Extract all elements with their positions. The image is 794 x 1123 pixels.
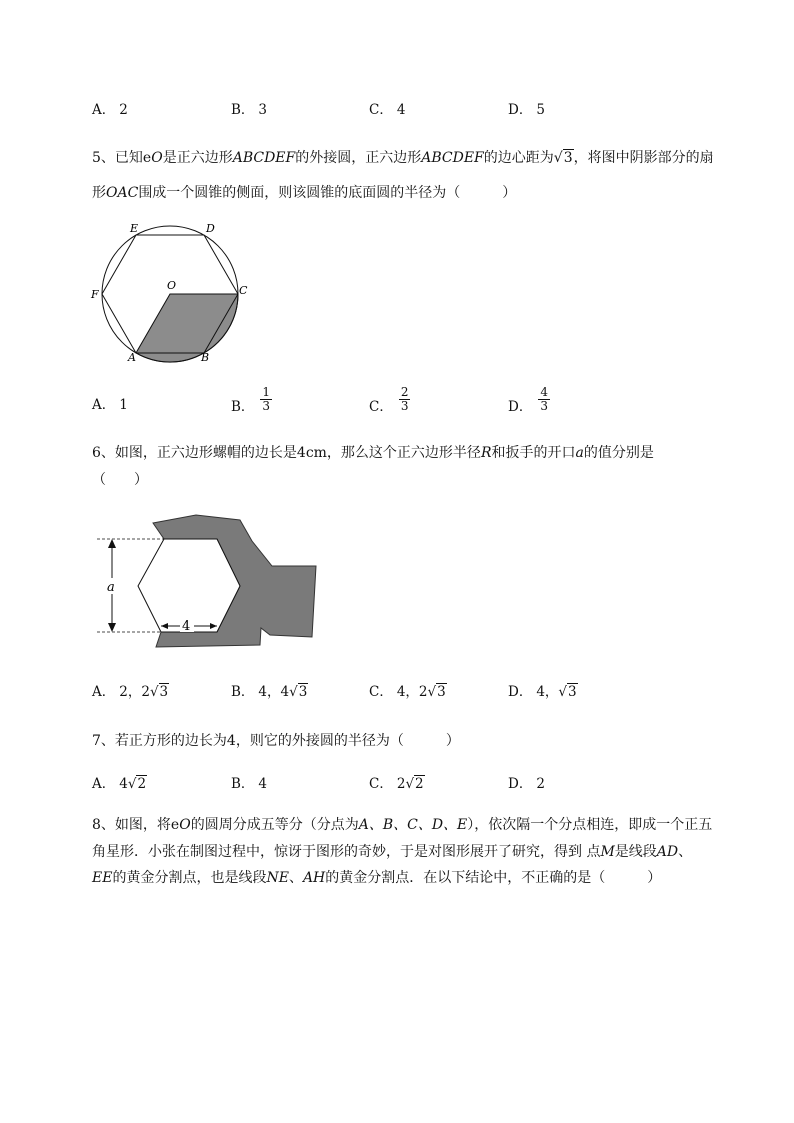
q5-stem-line1: 5、已知eO是正六边形ABCDEF的外接圆，正六边形ABCDEF的边心距为√3，将图中阴影部分的扇 [92, 150, 714, 166]
arrow-head-down [108, 623, 116, 632]
q5-option-a[interactable]: A． 1 [92, 397, 128, 413]
q4-option-d[interactable]: D． 5 [508, 102, 545, 118]
q4-option-c[interactable]: C． 4 [369, 102, 406, 118]
label-O: O [167, 279, 177, 292]
q4-option-b[interactable]: B． 3 [231, 102, 268, 118]
q6-wrench-figure [92, 510, 324, 656]
q5-option-d[interactable]: D． $\frac{4}{3}$ [508, 385, 548, 415]
q6-stem-line1: 6、如图，正六边形螺帽的边长是4cm，那么这个正六边形半径R和扳手的开口a的值分别是 [92, 445, 654, 461]
q7-option-a[interactable]: A． 4√2 [92, 776, 147, 792]
q7-option-b[interactable]: B． 4 [231, 776, 268, 792]
q6-stem-line2: （ ） [92, 472, 148, 488]
q5-options [92, 386, 652, 426]
label-F: F [91, 288, 99, 301]
label-B: B [201, 351, 210, 364]
label-E: E [130, 222, 139, 235]
q6-option-c[interactable]: C． 4，2√3 [369, 684, 446, 700]
label-A: A [128, 351, 136, 364]
q8-stem-line2: 角星形．小张在制图过程中，惊讶于图形的奇妙，于是对图形展开了研究，得到 点M是线段AD、 [92, 844, 693, 860]
q6-option-d[interactable]: D． 4，√3 [508, 684, 577, 700]
label-a: a [107, 580, 115, 595]
q5-hexagon-figure [88, 218, 258, 368]
q5-option-b[interactable]: B． $\frac{1}{3}$ [231, 385, 271, 415]
label-C: C [239, 284, 248, 297]
q4-options [92, 99, 652, 121]
label-4: 4 [182, 619, 191, 634]
q6-option-b[interactable]: B． 4，4√3 [231, 684, 308, 700]
q8-stem-line3: EE的黄金分割点，也是线段NE、AH的黄金分割点．在以下结论中，不正确的是（ ） [92, 870, 662, 886]
sqrt-3: √3 [553, 150, 573, 166]
q6-options [92, 681, 652, 703]
q4-option-a[interactable]: A． 2 [92, 102, 128, 118]
q5-option-c[interactable]: C． $\frac{2}{3}$ [369, 385, 409, 415]
q7-option-c[interactable]: C． 2√2 [369, 776, 424, 792]
q6-option-a[interactable]: A． 2，2√3 [92, 684, 169, 700]
shaded-sector [136, 294, 238, 362]
q8-stem-line1: 8、如图，将eO的圆周分成五等分（分点为A、B、C、D、E），依次隔一个分点相连，即成一个正五 [92, 817, 713, 833]
q7-option-d[interactable]: D． 2 [508, 776, 545, 792]
arrow-head-up [108, 539, 116, 548]
q7-options [92, 773, 652, 795]
q7-stem: 7、若正方形的边长为4，则它的外接圆的半径为（ ） [92, 733, 460, 749]
q5-stem-line2: 形OAC围成一个圆锥的侧面，则该圆锥的底面圆的半径为（ ） [92, 185, 517, 201]
label-D: D [206, 222, 215, 235]
